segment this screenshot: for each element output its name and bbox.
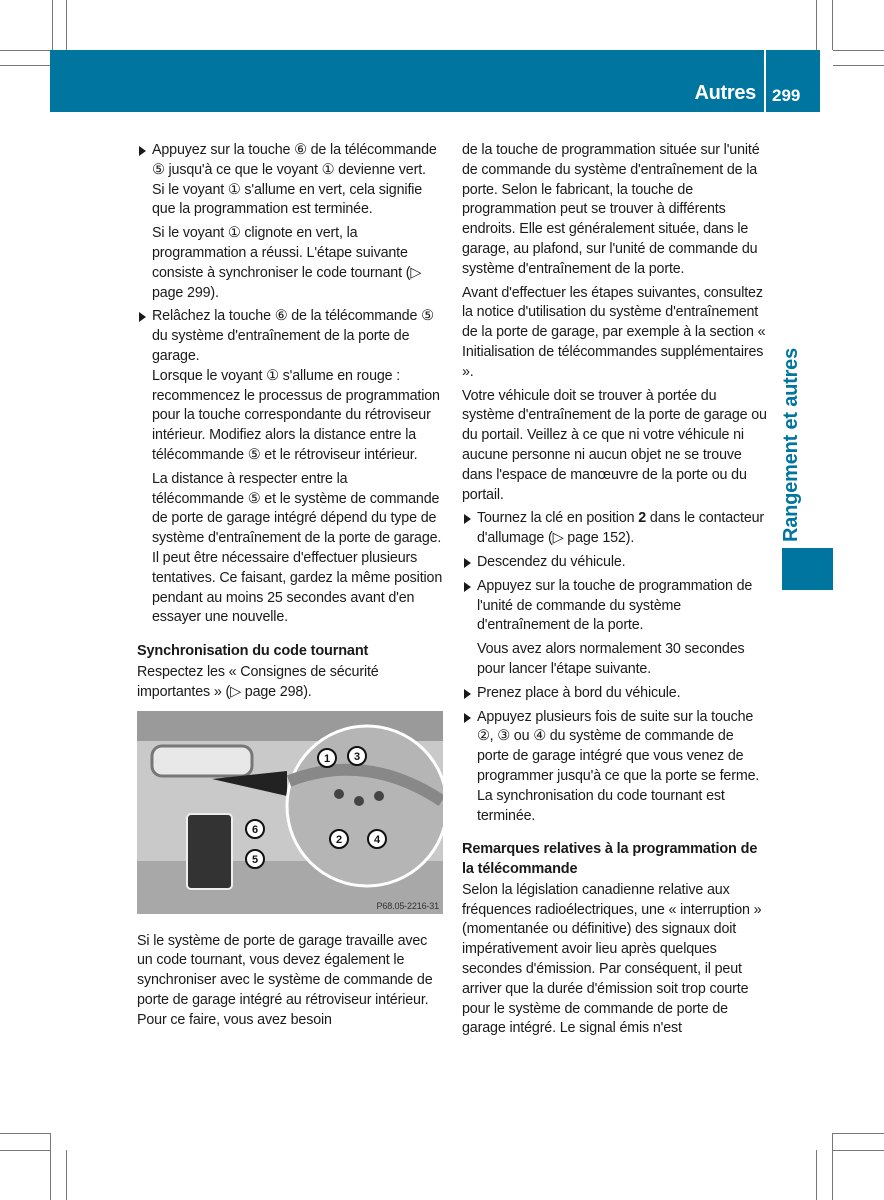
svg-text:5: 5 — [252, 853, 258, 866]
side-tab-marker — [782, 548, 833, 590]
mirror-illustration — [137, 711, 443, 914]
crop-mark — [833, 1133, 884, 1134]
bullet-step: Appuyez plusieurs fois de suite sur la touche ②, ③ ou ④ du système de commande de porte de garage intégré que vous venez de programmer jusqu'à ce que la porte se ferme. — [462, 708, 768, 787]
crop-mark — [0, 1150, 50, 1151]
step-note: Vous avez alors normalement 30 secondes pour lancer l'étape suivante. — [477, 641, 745, 677]
left-column — [137, 141, 443, 1035]
figure-code: P68.05-2216-31 — [376, 900, 439, 911]
paragraph: de la touche de programmation située sur l'unité de commande du système d'entraînement de la porte. Selon le fabricant, la touche de programmation peut se trouver à différents endroits. Elle est généralement située, dans le garage, au plafond, sur l'unité de commande du système d'entraînement de la porte. — [462, 142, 760, 277]
svg-text:1: 1 — [324, 752, 330, 765]
step-text: dans le contacteur d'allumage (▷ page 152). — [477, 510, 765, 547]
section-title: Autres — [694, 82, 756, 104]
paragraph: Respectez les « Consignes de sécurité importantes » (▷ page 298). — [137, 663, 379, 700]
side-tab-label: Rangement et autres — [780, 347, 802, 542]
crop-mark — [816, 1150, 817, 1200]
callout-2 — [330, 830, 348, 848]
crop-mark — [832, 0, 833, 50]
step-note: Si le voyant ① clignote en vert, la programmation a réussi. L'étape suivante consiste à synchroniser le code tournant (▷ page 299). — [152, 225, 422, 301]
step-note: La synchronisation du code tournant est terminée. — [477, 787, 725, 824]
step-note: Si le voyant ① s'allume en vert, cela signifie que la programmation est terminée. — [152, 181, 423, 218]
callout-1 — [318, 749, 336, 767]
crop-mark — [66, 0, 67, 50]
crop-mark — [0, 1133, 50, 1134]
callout-4 — [368, 830, 386, 848]
svg-text:4: 4 — [374, 833, 380, 846]
page-number: 299 — [772, 86, 801, 105]
crop-mark — [0, 65, 50, 66]
crop-mark — [52, 0, 53, 50]
callout-3 — [348, 747, 366, 765]
bullet-step: Descendez du véhicule. — [462, 553, 768, 573]
bullet-step: Relâchez la touche ⑥ de la télécommande ⑤ du système d'entraînement de la porte de garage. — [137, 307, 443, 366]
paragraph: Avant d'effectuer les étapes suivantes, consultez la notice d'utilisation du système d'entraînement de la porte de garage, par exemple à la section « Initialisation de télécommandes supplémentaires ». — [462, 284, 766, 380]
callout-6 — [246, 820, 264, 838]
page-header — [50, 50, 820, 112]
crop-mark — [833, 65, 884, 66]
paragraph: Selon la législation canadienne relative aux fréquences radioélectriques, une « interruption » (momentanée ou définitive) des signaux doit impérativement avoir lieu après quelques secondes d'émission. Par conséquent, il peut arriver que la durée d'émission soit trop courte pour le système de commande de porte de garage intégré. Le signal émis n'est — [462, 881, 762, 1037]
paragraph: Votre véhicule doit se trouver à portée du système d'entraînement de la porte de garage ou du portail. Veillez à ce que ni votre véhicule ni aucune personne ni aucun objet ne se trouve dans l'espace de manœuvre de la porte ou du portail. — [462, 387, 767, 503]
crop-mark — [833, 1150, 884, 1151]
step-note: Lorsque le voyant ① s'allume en rouge : recommencez le processus de programmation pour la touche correspondante du rétroviseur intérieur. Modifiez alors la distance entre la télécommande ⑤ et le rétroviseur intérieur. — [152, 367, 440, 463]
crop-mark — [0, 50, 50, 51]
bullet-step: Appuyez sur la touche de programmation de l'unité de commande du système d'entraînement de la porte. — [462, 577, 768, 636]
bullet-step — [462, 509, 768, 549]
step-note: La distance à respecter entre la télécommande ⑤ et le système de commande de porte de garage intégré dépend du type de système d'entraînement de la porte de garage. Il peut être nécessaire d'effectuer plusieurs tentatives. Ce faisant, gardez la même position pendant au moins 25 secondes avant d'en essayer une nouvelle. — [152, 470, 443, 626]
crop-mark — [833, 50, 884, 51]
crop-mark — [66, 1150, 67, 1200]
paragraph: Si le système de porte de garage travaille avec un code tournant, vous devez également le synchroniser avec le système de commande de porte de garage intégré au rétroviseur intérieur. Pour ce faire, vous avez besoin — [137, 932, 433, 1028]
section-heading: Synchronisation du code tournant — [137, 643, 369, 660]
svg-text:3: 3 — [354, 750, 360, 763]
side-tab — [780, 320, 810, 542]
section-heading: Remarques relatives à la programmation de la télécommande — [462, 841, 758, 878]
key-position: 2 — [638, 510, 647, 527]
step-text: Tournez la clé en position — [477, 510, 639, 527]
header-divider — [764, 50, 766, 112]
crop-mark — [816, 0, 817, 50]
svg-text:6: 6 — [252, 823, 258, 836]
bullet-step: Prenez place à bord du véhicule. — [462, 684, 768, 704]
right-column — [462, 141, 768, 1043]
bullet-step: Appuyez sur la touche ⑥ de la télécommande ⑤ jusqu'à ce que le voyant ① devienne vert. — [137, 141, 443, 181]
svg-text:2: 2 — [336, 833, 342, 846]
callout-5 — [246, 850, 264, 868]
crop-mark — [50, 1133, 51, 1200]
crop-mark — [832, 1133, 833, 1200]
